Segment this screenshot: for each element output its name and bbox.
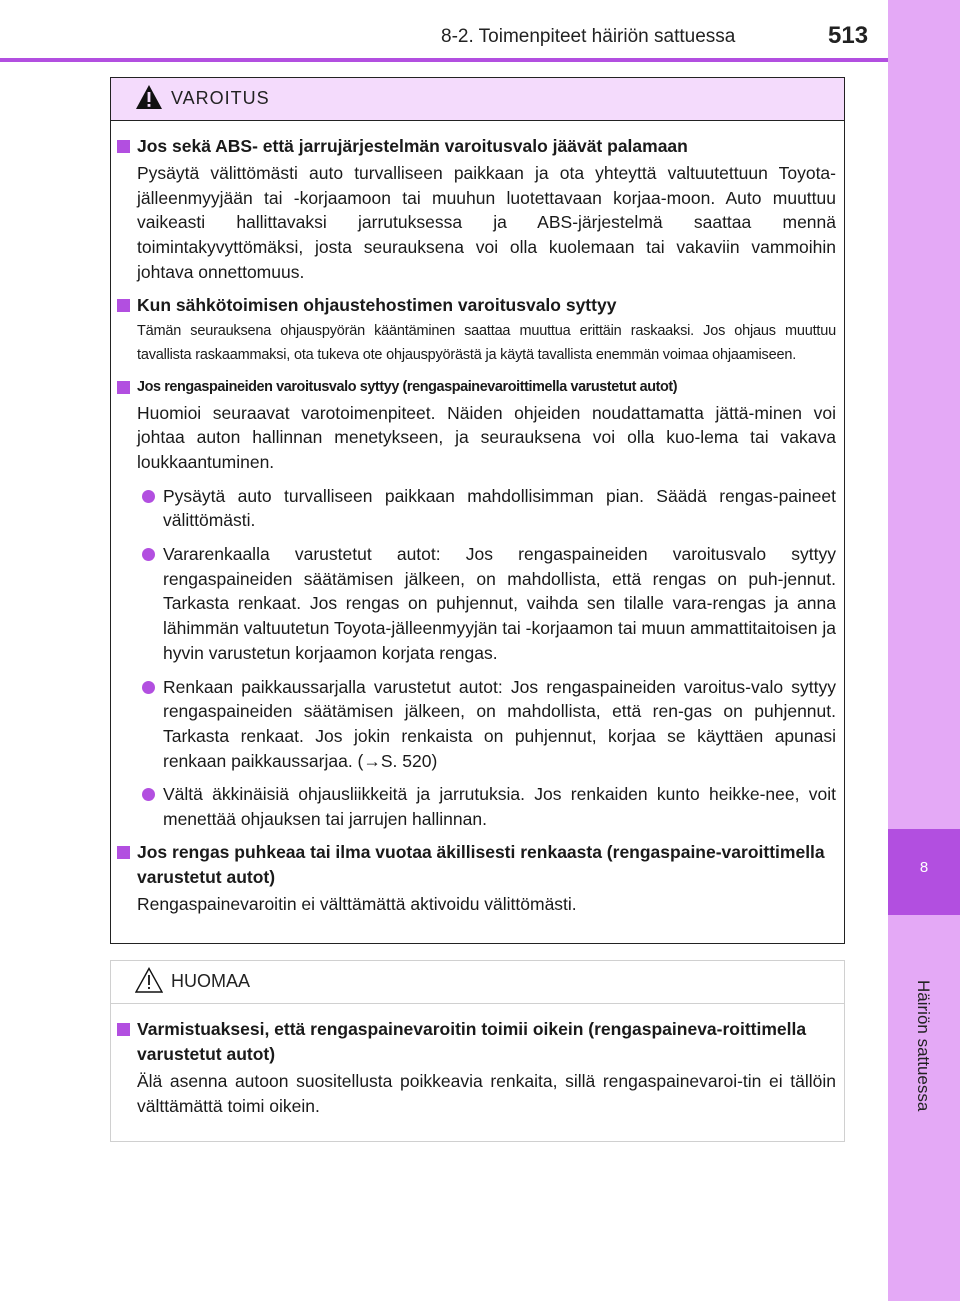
warning-s3-title: Jos rengaspaineiden varoitusvalo syttyy (rengaspainevaroittimella varustetut autot) <box>117 375 836 399</box>
warning-header <box>111 78 844 121</box>
warning-s1-text: Pysäytä välittömästi auto turvalliseen paikkaan ja ota yhteyttä valtuutettuun Toyota-jälleenmyyjään tai -korjaamoon tai muuhun luotettavaan korjaa-moon. Auto muuttuu vaikeasti hallittavaksi jarrutuksessa ja ABS-järjestelmä saattaa mennä toimintakyvyttömäksi, josta seurauksena voi olla kuolemaan tai vakaviin vammoihin johtava onnettomuus. <box>137 163 836 282</box>
list-item: Vararenkaalla varustetut autot: Jos rengaspaineiden varoitusvalo syttyy rengaspaineiden säätämisen jälkeen, on mahdollista, että rengas on puh-jennut. Tarkasta renkaat. Jos rengas on puhjennut, vaihda sen tilalle vara-rengas ja anna lähimmän valtuutetun Toyota-jälleenmyyjän tai -korjaamon tai muun ammattitaitoisen ja hyvin varustetun korjaamon korjata rengas. <box>117 542 836 666</box>
header-rule <box>0 58 888 62</box>
notice-triangle-icon <box>135 967 163 993</box>
notice-box <box>110 960 845 1142</box>
warning-box <box>110 77 845 944</box>
notice-label: HUOMAA <box>171 971 251 991</box>
warning-label: VAROITUS <box>171 88 270 108</box>
warning-s2-title: Kun sähkötoimisen ohjaustehostimen varoitusvalo syttyy <box>117 293 836 318</box>
notice-s1-title: Varmistuaksesi, että rengaspainevaroitin toimii oikein (rengaspaineva-roittimella varustetut autot) <box>117 1017 836 1067</box>
page-number: 513 <box>828 22 869 49</box>
chapter-title: Häiriön sattuessa <box>914 980 933 1112</box>
chapter-number-tab[interactable]: 8 <box>888 829 960 915</box>
list-item: Renkaan paikkaussarjalla varustetut autot: Jos rengaspaineiden varoitus-valo syttyy rengaspaineiden säätämisen jälkeen, on mahdollista, että ren-gas on puhjennut. Tarkasta renkaat. Jos jokin renkaista on puhjennut, korjaa se käyttäen apunasi renkaan paikkaussarjaa. (→S. 520) <box>117 675 836 774</box>
warning-triangle-icon <box>135 84 163 110</box>
notice-header <box>111 961 844 1004</box>
warning-s1-title: Jos sekä ABS- että jarrujärjestelmän varoitusvalo jäävät palamaan <box>117 134 836 159</box>
notice-s1-text: Älä asenna autoon suositellusta poikkeavia renkaita, sillä rengaspainevaroi-tin ei tällöin välttämättä toimi oikein. <box>137 1071 836 1116</box>
list-item: Vältä äkkinäisiä ohjausliikkeitä ja jarrutuksia. Jos renkaiden kunto heikke-nee, voit menettää ohjauksen tai jarrujen hallinnan. <box>117 782 836 831</box>
warning-s4-text: Rengaspainevaroitin ei välttämättä aktivoidu välittömästi. <box>137 893 577 914</box>
warning-s2-text: Tämän seurauksena ohjauspyörän kääntäminen saattaa muuttua erittäin raskaaksi. Jos ohjaus muuttuu tavallista raskaammaksi, ota tukeva ote ohjauspyörästä ja käytä tavallista enemmän voimaa ohjaamiseen. <box>137 322 836 363</box>
section-title: 8-2. Toimenpiteet häiriön sattuessa <box>441 26 736 47</box>
list-item: Pysäytä auto turvalliseen paikkaan mahdollisimman pian. Säädä rengas-paineet välittömästi. <box>117 484 836 533</box>
warning-s4-title: Jos rengas puhkeaa tai ilma vuotaa äkillisesti renkaasta (rengaspaine-varoittimella varustetut autot) <box>117 840 836 890</box>
warning-s3-text: Huomioi seuraavat varotoimenpiteet. Näiden ohjeiden noudattamatta jättä-minen voi johtaa auton hallinnan menetykseen, ja seurauksena voi olla kuo-lema tai vakava loukkaantuminen. <box>137 402 836 472</box>
